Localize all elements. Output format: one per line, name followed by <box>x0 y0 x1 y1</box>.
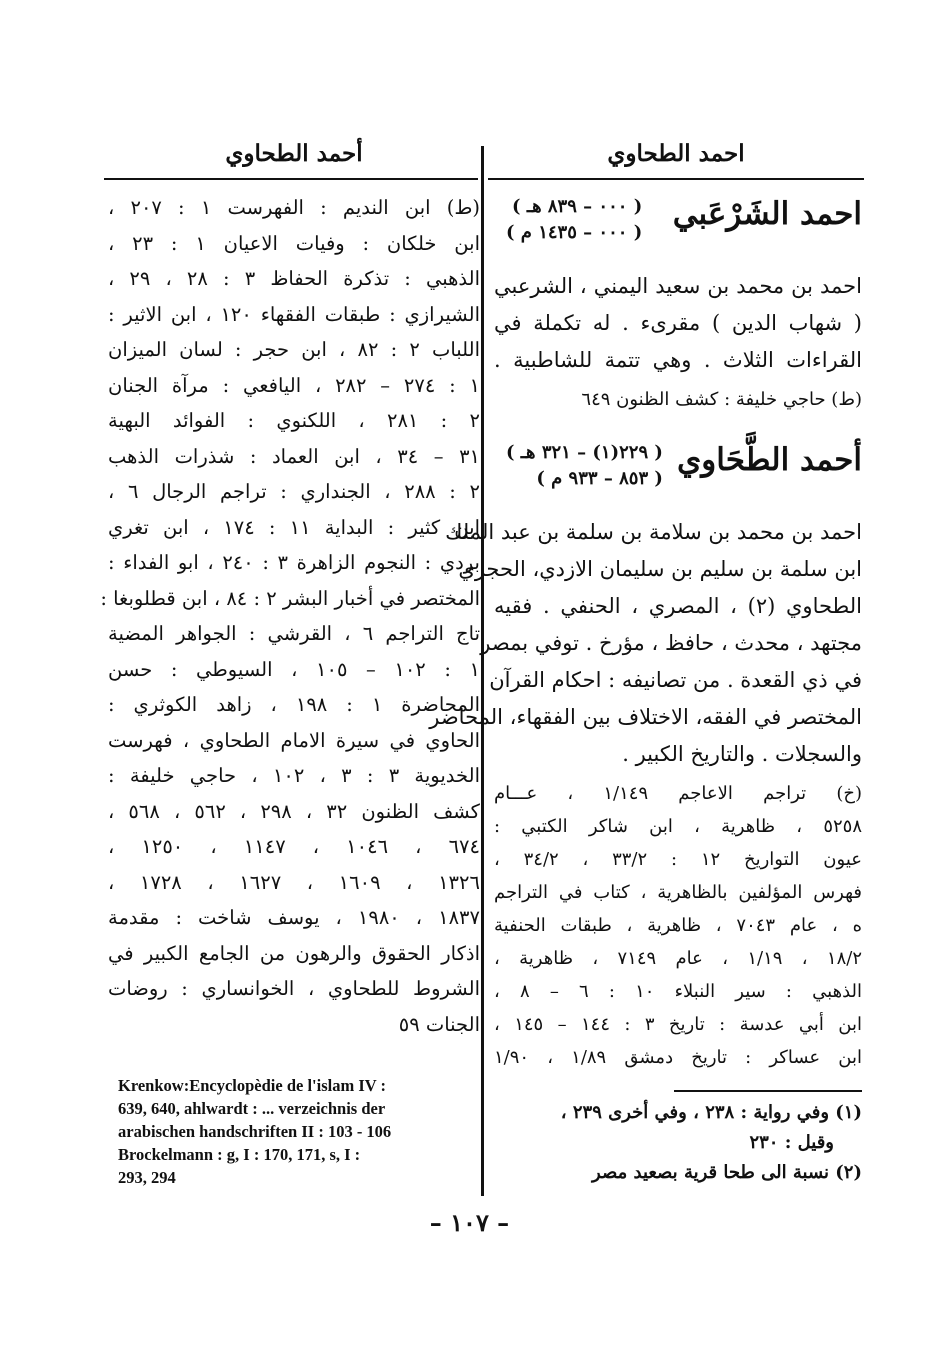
source-line: ابن أبي عدسة : تاريخ ٣ : ١٤٤ – ١٤٥ ، <box>494 1014 862 1035</box>
text-line: ( شهاب الدين ) مقرىء . له تكملة في <box>494 311 862 335</box>
entry-body <box>494 268 862 379</box>
entry-heading-shar3abi <box>494 188 862 268</box>
entry-dates <box>506 440 663 492</box>
text-line: ١ : ١٠٢ – ١٠٥ ، السيوطي : حسن <box>108 657 481 681</box>
text-line: مجتهد ، محدث ، حافظ ، مؤرخ . توفي بمصر <box>480 631 862 655</box>
reference-line: arabischen handschriften II : 103 - 106 <box>118 1122 392 1141</box>
text-line: والسجلات . والتاريخ الكبير . <box>622 742 862 766</box>
text-line: ١ : ٢٧٤ – ٢٨٢ ، اليافعي : مرآة الجنان <box>108 373 480 397</box>
entry-name: احمد الشَرْعَبي <box>672 196 862 232</box>
text-line: المختصر في أخبار البشر ٢ : ٨٤ ، ابن قطلوبغا : <box>100 586 480 610</box>
source-line: الذهبي : سير النبلاء ١٠ : ٦ – ٨ ، <box>494 981 863 1002</box>
text-line: ١٨٣٧ ، ١٩٨٠ ، يوسف شاخت : مقدمة <box>108 906 480 929</box>
text-line: كشف الظنون ٣٢ ، ٢٩٨ ، ٥٦٢ ، ٥٦٨ ، <box>108 799 480 823</box>
text-line: اذكار الحقوق والرهون من الجامع الكبير في <box>108 941 480 965</box>
footnote-1-cont: وقيل : ٢٣٠ <box>749 1132 834 1153</box>
text-line: ٣١ – ٣٤ ، ابن العماد : شذرات الذهب <box>108 444 481 468</box>
running-header-left: أحمد الطحاوي <box>225 140 363 167</box>
text-line: اللباب ٢ : ٨٢ ، ابن حجر : لسان الميزان <box>108 338 480 361</box>
source-line: ١٨/٢ ، ١/١٩ ، عام ٧١٤٩ ، ظاهرية ، <box>494 948 862 969</box>
entry-sources <box>494 777 862 1074</box>
page-number: – ١٠٧ – <box>429 1208 510 1237</box>
footnote-rule <box>674 1090 862 1092</box>
reference-line: Krenkow:Encyclopèdie de l'islam IV : <box>118 1076 386 1095</box>
text-line: المختصر في الفقه، الاختلاف بين الفقهاء، المحاضر <box>429 705 862 729</box>
entry-heading-tahawi <box>494 434 862 514</box>
source-line: عيون التواريخ ١٢ : ٣٣/٢ ، ٣٤/٢ ، <box>494 849 862 870</box>
left-column <box>100 190 481 1042</box>
text-line: احمد بن محمد بن سعيد اليمني ، الشرعبي <box>494 274 862 298</box>
text-line: تاج التراجم ٦ ، القرشي : الجواهر المضية <box>108 622 480 645</box>
footnote-1: (١) وفي رواية : ٢٣٨ ، وفي أخرى ٢٣٩ ، <box>560 1102 862 1123</box>
dates-hijri: ( ٢٢٩(١) – ٣٢١ هـ ) <box>506 442 663 463</box>
text-line: ابن خلكان : وفيات الاعيان ١ : ٢٣ ، <box>108 231 480 255</box>
text-line: الشيرازي : طبقات الفقهاء ١٢٠ ، ابن الاثير : <box>108 302 480 326</box>
dates-gregorian: ( ٠٠٠ – ١٤٣٥ م ) <box>506 222 643 243</box>
reference-line: Brockelmann : g, I : 170, 171, s, I : <box>118 1145 361 1164</box>
footnotes <box>494 1098 862 1188</box>
text-line: ابن سلمة بن سليم بن سليمان الازدي، الحجري <box>458 557 862 581</box>
source-line: (ط) حاجي خليفة : كشف الظنون ٦٤٩ <box>581 389 862 410</box>
text-line: الطحاوي (٢) ، المصري ، الحنفي . فقيه <box>494 594 862 618</box>
dates-gregorian: ( ٨٥٣ – ٩٣٣ م ) <box>536 468 663 489</box>
source-line: فهرس المؤلفين بالظاهرية ، كتاب في التراجم <box>494 882 862 903</box>
text-line: ٦٧٤ ، ١٠٤٦ ، ١١٤٧ ، ١٢٥٠ ، <box>108 835 480 858</box>
text-line: الجنات ٥٩ <box>398 1012 480 1036</box>
text-line: في ذي القعدة . من تصانيفه : احكام القرآن <box>489 668 862 692</box>
text-line: ١٣٢٦ ، ١٦٠٩ ، ١٦٢٧ ، ١٧٢٨ ، <box>108 870 480 894</box>
running-header-right: احمد الطحاوي <box>607 140 745 167</box>
text-line: القراءات الثلاث . وهي تتمة للشاطبية . <box>494 348 862 372</box>
entry-name: أحمد الطَّحَاوي <box>677 442 862 478</box>
text-line: (ط) ابن النديم : الفهرست ١ : ٢٠٧ ، <box>108 196 481 219</box>
text-line: ٢ : ٢٨٨ ، الجنداري : تراجم الرجال ٦ ، <box>108 480 480 503</box>
dates-hijri: ( ٠٠٠ – ٨٣٩ هـ ) <box>512 196 643 217</box>
column-divider <box>481 146 484 1196</box>
text-line: ابن كثير : البداية ١١ : ١٧٤ ، ابن تغري <box>108 515 480 539</box>
source-line: ابن عساكر : تاريخ دمشق ١/٨٩ ، ١/٩٠ <box>494 1047 862 1068</box>
text-line: الذهبي : تذكرة الحفاظ ٣ : ٢٨ ، ٢٩ ، <box>108 267 480 290</box>
header-rule-right <box>488 178 864 180</box>
entry-body <box>429 514 862 773</box>
reference-line: 293, 294 <box>118 1168 176 1187</box>
text-line: الشروط للطحاوي ، الخوانساري : روضات <box>108 977 480 1000</box>
text-line: المحاضرة ١ : ١٩٨ ، زاهد الكوثري : <box>108 693 480 716</box>
text-line: بردي : النجوم الزاهرة ٣ : ٢٤٠ ، ابو الفداء : <box>108 551 480 574</box>
source-line: ٥٢٥٨ ، ظاهرية ، ابن شاكر الكتبي : <box>494 816 862 837</box>
reference-line: 639, 640, ahlwardt : ... verzeichnis der <box>118 1099 386 1118</box>
text-line: ٢ : ٢٨١ ، اللكنوي : الفوائد البهية <box>108 409 481 432</box>
header-rule-left <box>104 178 478 180</box>
text-line: الحاوي في سيرة الامام الطحاوي ، فهرست <box>108 728 480 752</box>
source-line: ه ، عام ٧٠٤٣ ، ظاهرية ، طبقات الحنفية <box>494 915 863 936</box>
footnote-2: (٢) نسبة الى طحا قرية بصعيد مصر <box>592 1162 862 1183</box>
text-line: الخديوية ٣ : ٣ ، ١٠٢ ، حاجي خليفة : <box>108 764 480 787</box>
western-references <box>118 1074 474 1189</box>
entry-sources <box>494 383 862 416</box>
source-line: (خ) تراجم الاعاجم ١/١٤٩ ، عـــام <box>494 783 862 804</box>
text-line: احمد بن محمد بن سلامة بن سلمة بن عبد الملك <box>445 520 862 544</box>
entry-dates <box>506 194 642 246</box>
